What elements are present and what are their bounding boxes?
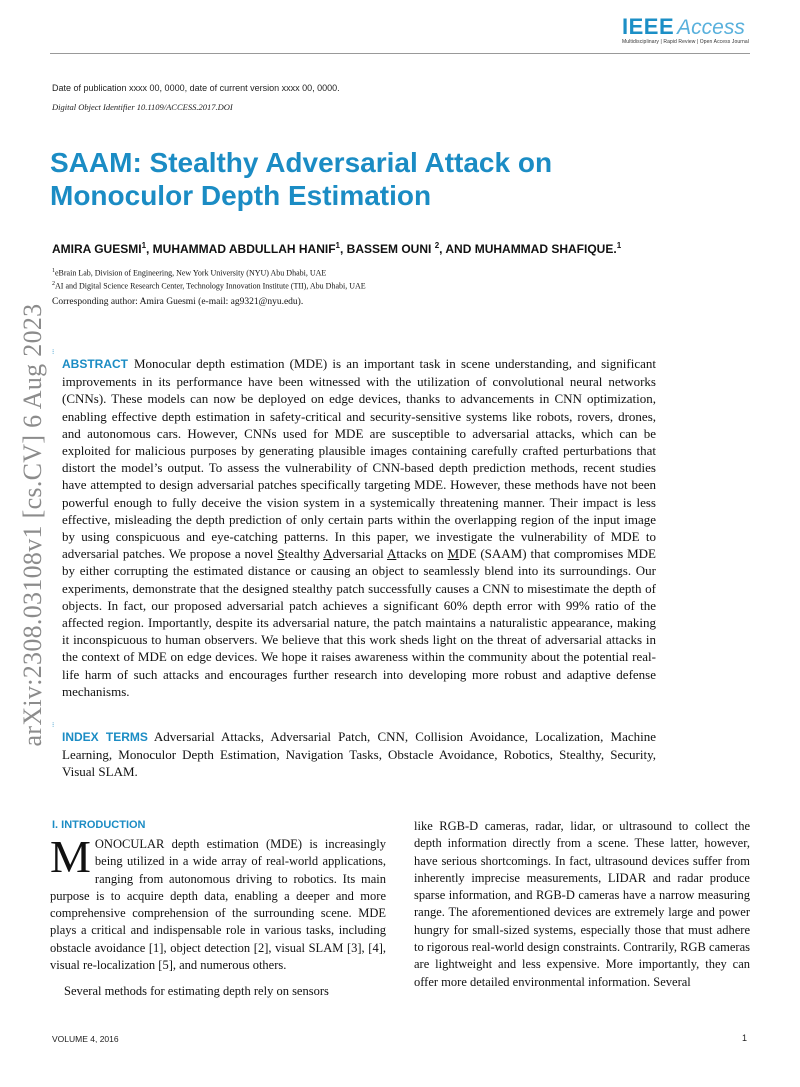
abstract-label: ABSTRACT xyxy=(62,357,128,371)
author-sup: 1 xyxy=(335,241,340,250)
author-sup: 1 xyxy=(616,241,622,250)
index-terms xyxy=(62,728,656,781)
index-terms-marker: ⁝ xyxy=(52,721,55,729)
intro-right-column: like RGB-D cameras, radar, lidar, or ultrasound to collect the depth information directly from a scene. These latter, however, have serious shortcomings. In fact, ultrasound devices suffer from inherently imprecise measurements, LIDAR and radar produce sparse information, and RGB-D cameras have a narrow measuring range. The aforementioned devices are extremely large and power hungry for small-sized systems, especially those that must adhere to rigorous real-world design constraints. Contrarily, RGB cameras are lightweight and less expensive. More importantly, they can offer more detailed environmental information. Several xyxy=(414,819,750,989)
abstract-text: dversarial xyxy=(332,546,387,562)
affiliation-number: 1 xyxy=(52,268,55,274)
affiliation-text: eBrain Lab, Division of Engineering, New York University (NYU) Abu Dhabi, UAE xyxy=(55,268,327,278)
logo-access-text: Access xyxy=(677,16,745,39)
abstract-text: Monocular depth estimation (MDE) is an important task in scene understanding, and significant improvements in its performance have been witnessed with the utilization of convolutional neural networks (CNNs). These models can now be deployed on edge devices, thanks to advancements in CNN optimization, enabling effective depth estimation in safety-critical and security-sensitive systems like robots, rovers, drones, and autonomous cars. However, CNNs used for MDE are susceptible to adversarial attacks, which can be exploited for malicious purposes by generating plausible images containing carefully crafted perturbations that distort the model’s output. To assess the vulnerability of CNN-based depth prediction methods, recent studies have attempted to design adversarial patches specifically targeting MDE. However, these methods have not been powerful enough to fully deceive the vision system in a systemically threatening manner. Their impact is less effective, misleading the depth prediction of only certain parts within the overlapping region of the input image by using conspicuous and eye-catching patterns. In this paper, we investigate the vulnerability of MDE to adversarial patches. We propose a novel xyxy=(62,356,656,562)
ieee-access-logo xyxy=(622,14,752,50)
affiliation-number: 2 xyxy=(52,281,55,287)
author-sup: 1 xyxy=(141,241,147,250)
arxiv-stamp-text: arXiv:2308.03108v1 [cs.CV] 6 Aug 2023 xyxy=(18,303,47,747)
acronym-letter: M xyxy=(447,546,460,562)
paper-title: SAAM: Stealthy Adversarial Attack on Monoculor Depth Estimation xyxy=(50,147,553,211)
author-text: AMIRA GUESMI xyxy=(52,242,142,256)
author-text: , MUHAMMAD ABDULLAH HANIF xyxy=(146,242,336,256)
index-terms-label: INDEX TERMS xyxy=(62,730,148,744)
author-text: , AND MUHAMMAD SHAFIQUE. xyxy=(439,242,617,256)
doi-line: Digital Object Identifier 10.1109/ACCESS.2017.DOI xyxy=(52,102,233,112)
publication-date: Date of publication xxxx 00, 0000, date of current version xxxx 00, 0000. xyxy=(52,83,340,93)
affiliation-text: AI and Digital Science Research Center, Technology Innovation Institute (TII), Abu Dhabi, UAE xyxy=(55,281,366,291)
intro-left-column xyxy=(50,831,386,1001)
acronym-letter: A xyxy=(323,546,333,562)
affiliation-1 xyxy=(52,268,326,278)
author-list xyxy=(52,238,692,257)
affiliation-2 xyxy=(52,281,366,291)
abstract-text: ttacks on xyxy=(396,546,448,562)
index-terms-text: Adversarial Attacks, Adversarial Patch, CNN, Collision Avoidance, Localization, Machine Learning, Monoculor Depth Estimation, Navigation Tasks, Obstacle Avoidance, Robotics, Stealthy, Security, Visual SLAM. xyxy=(62,729,657,780)
abstract xyxy=(62,355,656,700)
abstract-text: tealthy xyxy=(284,546,324,562)
page-number: 1 xyxy=(742,1033,748,1043)
footer-volume: VOLUME 4, 2016 xyxy=(52,1034,119,1044)
acronym-letter: S xyxy=(277,546,285,562)
intro-paragraph-2: Several methods for estimating depth rely on sensors xyxy=(64,984,329,999)
corresponding-author: Corresponding author: Amira Guesmi (e-mail: ag9321@nyu.edu). xyxy=(52,297,304,307)
header-divider xyxy=(50,53,750,54)
logo-tagline: Multidisciplinary | Rapid Review | Open Access Journal xyxy=(622,39,749,45)
logo-ieee-text: IEEE xyxy=(622,14,675,39)
author-text: , BASSEM OUNI xyxy=(340,242,435,256)
abstract-marker: ⁝ xyxy=(52,348,55,356)
drop-cap: M xyxy=(50,831,91,882)
intro-paragraph-1: ONOCULAR depth estimation (MDE) is increasingly being utilized in a wide array of real-world applications, ranging from autonomous driving to robotics. Its main purpose is to acquire depth data, enabling a deeper and more comprehensive comprehension of the surrounding scene. MDE plays a critical and indispensable role in various tasks, including obstacle avoidance [1], object detection [2], visual SLAM [3], [4], visual re-localization [5], and numerous others. xyxy=(50,837,386,973)
author-sup: 2 xyxy=(434,241,440,250)
section-heading: I. INTRODUCTION xyxy=(52,819,146,831)
acronym-letter: A xyxy=(386,546,397,562)
arxiv-stamp xyxy=(8,285,58,765)
abstract-text: DE (SAAM) that compromises MDE by either corrupting the estimated distance or causing an object to seamlessly blend into its surroundings. Our experiments, demonstrate that the designed stealthy patch successfully causes a CNN to misestimate the depth of objects. In fact, our proposed adversarial patch achieves a significant 60% depth error with 99% ratio of the affected region. Importantly, despite its adversarial nature, the patch maintains a naturalistic appearance, making it inconspicuous to human observers. We believe that this work sheds light on the threat of adversarial attacks in the context of MDE on edge devices. We hope it raises awareness within the community about the potential real-life harm of such attacks and encourages further research into developing more robust and adaptive defense mechanisms. xyxy=(62,546,656,699)
